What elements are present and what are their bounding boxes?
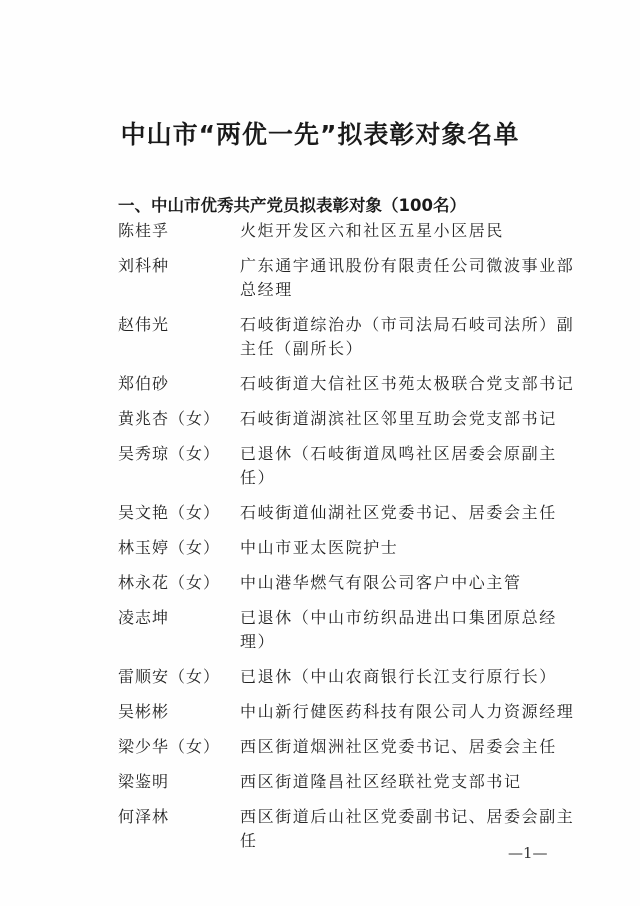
list-item bbox=[118, 372, 588, 396]
entry-role: 广东通宇通讯股份有限责任公司微波事业部总经理 bbox=[240, 256, 575, 299]
entry-name: 赵伟光 bbox=[118, 315, 170, 334]
entry-role: 西区街道烟洲社区党委书记、居委会主任 bbox=[240, 737, 557, 756]
entry-name: 林玉婷（女） bbox=[118, 538, 221, 557]
entry-role: 中山港华燃气有限公司客户中心主管 bbox=[240, 573, 522, 592]
entry-role: 石岐街道大信社区书苑太极联合党支部书记 bbox=[240, 374, 575, 393]
entry-role: 已退休（中山农商银行长江支行原行长） bbox=[240, 667, 557, 686]
entry-role: 已退休（石岐街道凤鸣社区居委会原副主任） bbox=[240, 444, 557, 487]
list-item bbox=[118, 254, 588, 302]
list-item bbox=[118, 700, 588, 724]
document-title: 中山市“两优一先”拟表彰对象名单 bbox=[120, 120, 520, 149]
entry-role: 火炬开发区六和社区五星小区居民 bbox=[240, 221, 505, 240]
list-item bbox=[118, 606, 588, 654]
entry-name: 凌志坤 bbox=[118, 608, 170, 627]
entry-name: 林永花（女） bbox=[118, 573, 221, 592]
list-item bbox=[118, 219, 588, 243]
list-item bbox=[118, 407, 588, 431]
entry-name: 郑伯砂 bbox=[118, 374, 170, 393]
list-item bbox=[118, 665, 588, 689]
entry-list bbox=[118, 219, 588, 864]
entry-name: 梁少华（女） bbox=[118, 737, 221, 756]
entry-role: 石岐街道仙湖社区党委书记、居委会主任 bbox=[240, 503, 557, 522]
entry-role: 石岐街道湖滨社区邻里互助会党支部书记 bbox=[240, 409, 557, 428]
section-heading: 一、中山市优秀共产党员拟表彰对象（100名） bbox=[118, 196, 466, 215]
entry-name: 刘科种 bbox=[118, 256, 170, 275]
entry-role: 西区街道后山社区党委副书记、居委会副主任 bbox=[240, 807, 575, 850]
entry-name: 雷顺安（女） bbox=[118, 667, 221, 686]
entry-name: 陈桂孚 bbox=[118, 221, 170, 240]
list-item bbox=[118, 442, 588, 490]
entry-role: 中山市亚太医院护士 bbox=[240, 538, 399, 557]
entry-name: 何泽林 bbox=[118, 807, 170, 826]
list-item bbox=[118, 770, 588, 794]
entry-name: 黄兆杏（女） bbox=[118, 409, 221, 428]
list-item bbox=[118, 735, 588, 759]
entry-role: 中山新行健医药科技有限公司人力资源经理 bbox=[240, 702, 575, 721]
entry-name: 梁鉴明 bbox=[118, 772, 170, 791]
entry-name: 吴文艳（女） bbox=[118, 503, 221, 522]
list-item bbox=[118, 501, 588, 525]
entry-name: 吴秀琼（女） bbox=[118, 444, 221, 463]
entry-role: 石岐街道综治办（市司法局石岐司法所）副主任（副所长） bbox=[240, 315, 575, 358]
list-item bbox=[118, 313, 588, 361]
list-item bbox=[118, 536, 588, 560]
entry-role: 西区街道隆昌社区经联社党支部书记 bbox=[240, 772, 522, 791]
entry-role: 已退休（中山市纺织品进出口集团原总经理） bbox=[240, 608, 557, 651]
page-number: —1— bbox=[508, 844, 548, 862]
entry-name: 吴彬彬 bbox=[118, 702, 170, 721]
list-item bbox=[118, 571, 588, 595]
